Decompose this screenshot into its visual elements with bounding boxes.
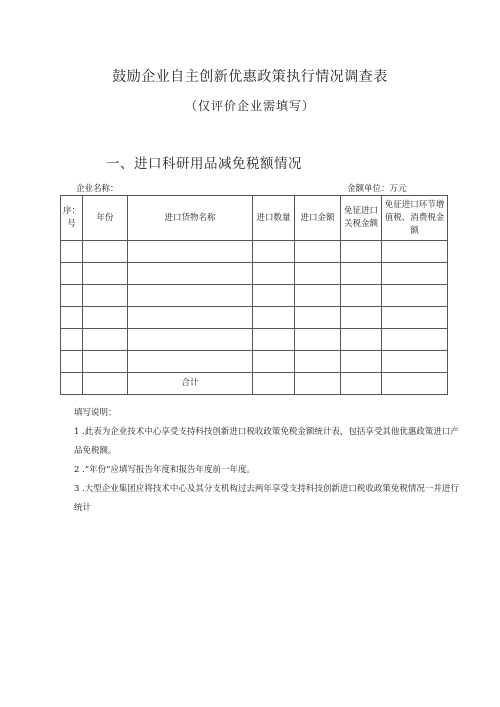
table-cell[interactable] — [295, 307, 341, 329]
table-row — [61, 329, 448, 351]
table-cell[interactable] — [382, 373, 448, 395]
table-cell[interactable] — [61, 329, 83, 351]
table-cell[interactable] — [382, 241, 448, 263]
table-row — [61, 263, 448, 285]
table-cell[interactable] — [295, 351, 341, 373]
table-cell[interactable] — [83, 307, 128, 329]
table-cell[interactable] — [253, 307, 295, 329]
table-cell[interactable] — [341, 351, 382, 373]
header-customs-exempt: 免征进口关税金额 — [341, 196, 382, 241]
table-cell[interactable] — [295, 373, 341, 395]
table-cell[interactable] — [295, 329, 341, 351]
table-cell[interactable] — [295, 285, 341, 307]
header-import-quantity: 进口数量 — [253, 196, 295, 241]
table-cell[interactable] — [295, 241, 341, 263]
tax-exemption-table — [60, 195, 448, 395]
note-item: 3 .大型企业集团应将技术中心及其分支机构过去两年享受支持科技创新进口税收政策免税情况一并进行统计 — [74, 484, 459, 513]
table-cell[interactable] — [382, 329, 448, 351]
company-name-label: 企业名称： — [76, 184, 119, 194]
table-cell[interactable] — [61, 285, 83, 307]
total-label: 合计 — [128, 373, 253, 395]
header-vat-exempt: 免征进口环节增值税、消费税金额 — [382, 196, 448, 241]
table-cell[interactable] — [382, 307, 448, 329]
table-cell[interactable] — [295, 263, 341, 285]
table-cell[interactable] — [382, 263, 448, 285]
table-header-row — [61, 196, 448, 241]
table-cell[interactable] — [341, 241, 382, 263]
table-cell[interactable] — [61, 351, 83, 373]
table-cell[interactable] — [341, 285, 382, 307]
table-cell[interactable] — [341, 263, 382, 285]
table-cell[interactable] — [61, 373, 83, 395]
table-cell[interactable] — [61, 263, 83, 285]
table-cell[interactable] — [128, 329, 253, 351]
table-cell[interactable] — [83, 351, 128, 373]
table-cell[interactable] — [253, 329, 295, 351]
notes-heading: 填写说明： — [74, 408, 117, 418]
table-row — [61, 285, 448, 307]
header-year: 年份 — [83, 196, 128, 241]
table-cell[interactable] — [128, 263, 253, 285]
table-cell[interactable] — [341, 373, 382, 395]
table-cell[interactable] — [253, 263, 295, 285]
section-heading: 一、进口科研用品减免税额情况 — [106, 156, 302, 172]
header-seq: 序：号 — [61, 196, 83, 241]
table-cell[interactable] — [128, 307, 253, 329]
table-cell[interactable] — [83, 373, 128, 395]
header-import-amount: 进口金额 — [295, 196, 341, 241]
table-total-row — [61, 373, 448, 395]
table-cell[interactable] — [253, 373, 295, 395]
header-goods-name: 进口货物名称 — [128, 196, 253, 241]
table-row — [61, 351, 448, 373]
note-item: 2 .“年份”应填写报告年度和报告年度前一年度。 — [74, 465, 256, 475]
note-item: 1 .此表为企业技术中心享受支持科技创新进口税收政策免税金额统计表，包括享受其他优惠政策进口产品免税额。 — [74, 427, 459, 456]
amount-unit-label: 金额单位：万元 — [347, 184, 407, 194]
table-cell[interactable] — [128, 285, 253, 307]
table-row — [61, 241, 448, 263]
table-cell[interactable] — [128, 351, 253, 373]
table-cell[interactable] — [341, 329, 382, 351]
table-cell[interactable] — [61, 307, 83, 329]
table-row — [61, 307, 448, 329]
table-cell[interactable] — [382, 351, 448, 373]
table-cell[interactable] — [61, 241, 83, 263]
document-subtitle: （仅评价企业需填写） — [184, 99, 315, 113]
filling-instructions — [74, 404, 459, 518]
document-title: 鼓励企业自主创新优惠政策执行情况调查表 — [112, 69, 388, 85]
table-cell[interactable] — [83, 285, 128, 307]
table-cell[interactable] — [253, 351, 295, 373]
table-cell[interactable] — [253, 285, 295, 307]
table-cell[interactable] — [382, 285, 448, 307]
table-cell[interactable] — [83, 241, 128, 263]
table-cell[interactable] — [128, 241, 253, 263]
table-cell[interactable] — [253, 241, 295, 263]
table-cell[interactable] — [83, 329, 128, 351]
table-cell[interactable] — [341, 307, 382, 329]
table-cell[interactable] — [83, 263, 128, 285]
